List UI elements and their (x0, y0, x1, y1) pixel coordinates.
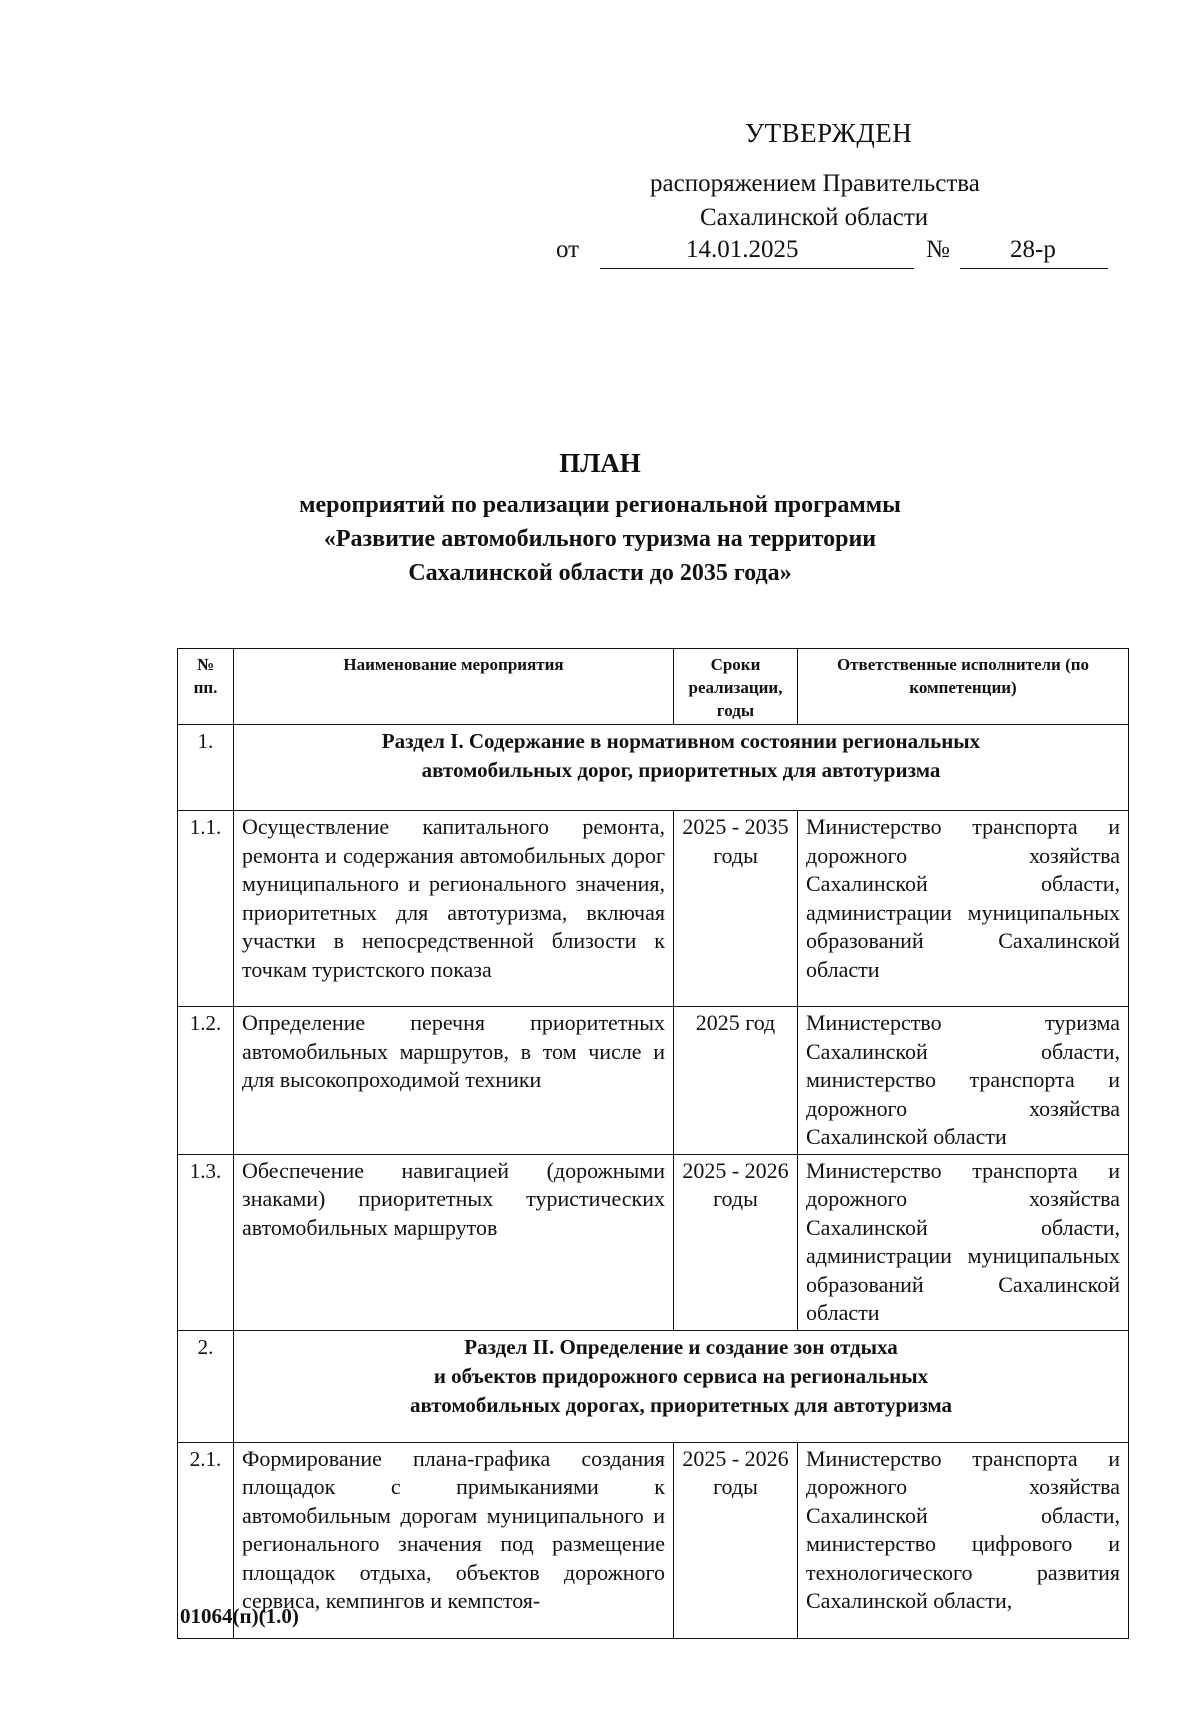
row-exec: Министерство транспорта и дорожного хозяйства Сахалинской области, администрации муниципальных образований Сахалинской области (798, 811, 1129, 1007)
header-term: Сроки реализации, годы (674, 649, 798, 725)
table-row (178, 1442, 1129, 1638)
section-title-line: и объектов придорожного сервиса на региональных (433, 1363, 929, 1388)
plan-subtitle-line: «Развитие автомобильного туризма на территории (323, 526, 877, 552)
approval-line-2: Сахалинской области (700, 204, 929, 231)
plan-table (177, 648, 1129, 1639)
plan-subtitle (0, 488, 1200, 590)
row-name: Определение перечня приоритетных автомобильных маршрутов, в том числе и для высокопроходимой техники (234, 1007, 674, 1155)
document-code: 01064(п)(1.0) (180, 1604, 299, 1628)
header-num: № пп. (178, 649, 234, 725)
plan-subtitle-line: Сахалинской области до 2035 года» (408, 560, 792, 586)
row-num: 1.2. (178, 1007, 234, 1155)
section-title-line: автомобильных дорогах, приоритетных для автотуризма (409, 1392, 953, 1417)
row-term: 2025 - 2035 годы (674, 811, 798, 1007)
row-num: 1.1. (178, 811, 234, 1007)
header-exec: Ответственные исполнители (по компетенции) (798, 649, 1129, 725)
number-prefix: № (926, 236, 950, 263)
section-title-line: автомобильных дорог, приоритетных для автотуризма (421, 758, 941, 782)
section-num: 1. (178, 725, 234, 811)
row-term: 2025 - 2026 годы (674, 1154, 798, 1330)
section-row (178, 725, 1129, 811)
approval-date-row (556, 236, 1116, 272)
plan-subtitle-line: мероприятий по реализации региональной программы (299, 492, 901, 518)
section-title-line: Раздел I. Содержание в нормативном состоянии региональных (381, 729, 981, 753)
section-row (178, 1330, 1129, 1442)
approval-line-1: распоряжением Правительства (650, 170, 980, 197)
row-name: Обеспечение навигацией (дорожными знаками) приоритетных туристических автомобильных маршрутов (234, 1154, 674, 1330)
date-underline (600, 268, 914, 269)
table-row (178, 1154, 1129, 1330)
date-prefix: от (556, 236, 580, 263)
table-header-row (178, 649, 1129, 725)
row-exec: Министерство туризма Сахалинской области, министерство транспорта и дорожного хозяйства Сахалинской области (798, 1007, 1129, 1155)
plan-title: ПЛАН (559, 448, 641, 478)
section-title-line: Раздел II. Определение и создание зон отдыха (464, 1334, 898, 1359)
table-row (178, 1007, 1129, 1155)
row-exec: Министерство транспорта и дорожного хозяйства Сахалинской области, администрации муниципальных образований Сахалинской области (798, 1154, 1129, 1330)
header-name: Наименование мероприятия (234, 649, 674, 725)
section-num: 2. (178, 1330, 234, 1442)
row-name: Осуществление капитального ремонта, ремонта и содержания автомобильных дорог муниципального и регионального значения, приоритетных для автотуризма, включая участки в непосредственной близости к точкам туристского показа (234, 811, 674, 1007)
row-term: 2025 год (674, 1007, 798, 1155)
approval-date: 14.01.2025 (686, 236, 799, 263)
row-name: Формирование плана-графика создания площадок с примыканиями к автомобильным дорогам муниципального и регионального значения под размещение площадок отдыха, объектов дорожного сервиса, кемпингов и кемпстоя- (234, 1442, 674, 1638)
row-num: 2.1. (178, 1442, 234, 1638)
number-underline (960, 268, 1108, 269)
section-title (234, 725, 1129, 811)
section-title (234, 1330, 1129, 1442)
approval-number: 28-р (1010, 236, 1056, 263)
row-term: 2025 - 2026 годы (674, 1442, 798, 1638)
table-row (178, 811, 1129, 1007)
row-exec: Министерство транспорта и дорожного хозяйства Сахалинской области, министерство цифрового и технологического развития Сахалинской области, (798, 1442, 1129, 1638)
approval-title: УТВЕРЖДЕН (745, 118, 913, 148)
row-num: 1.3. (178, 1154, 234, 1330)
